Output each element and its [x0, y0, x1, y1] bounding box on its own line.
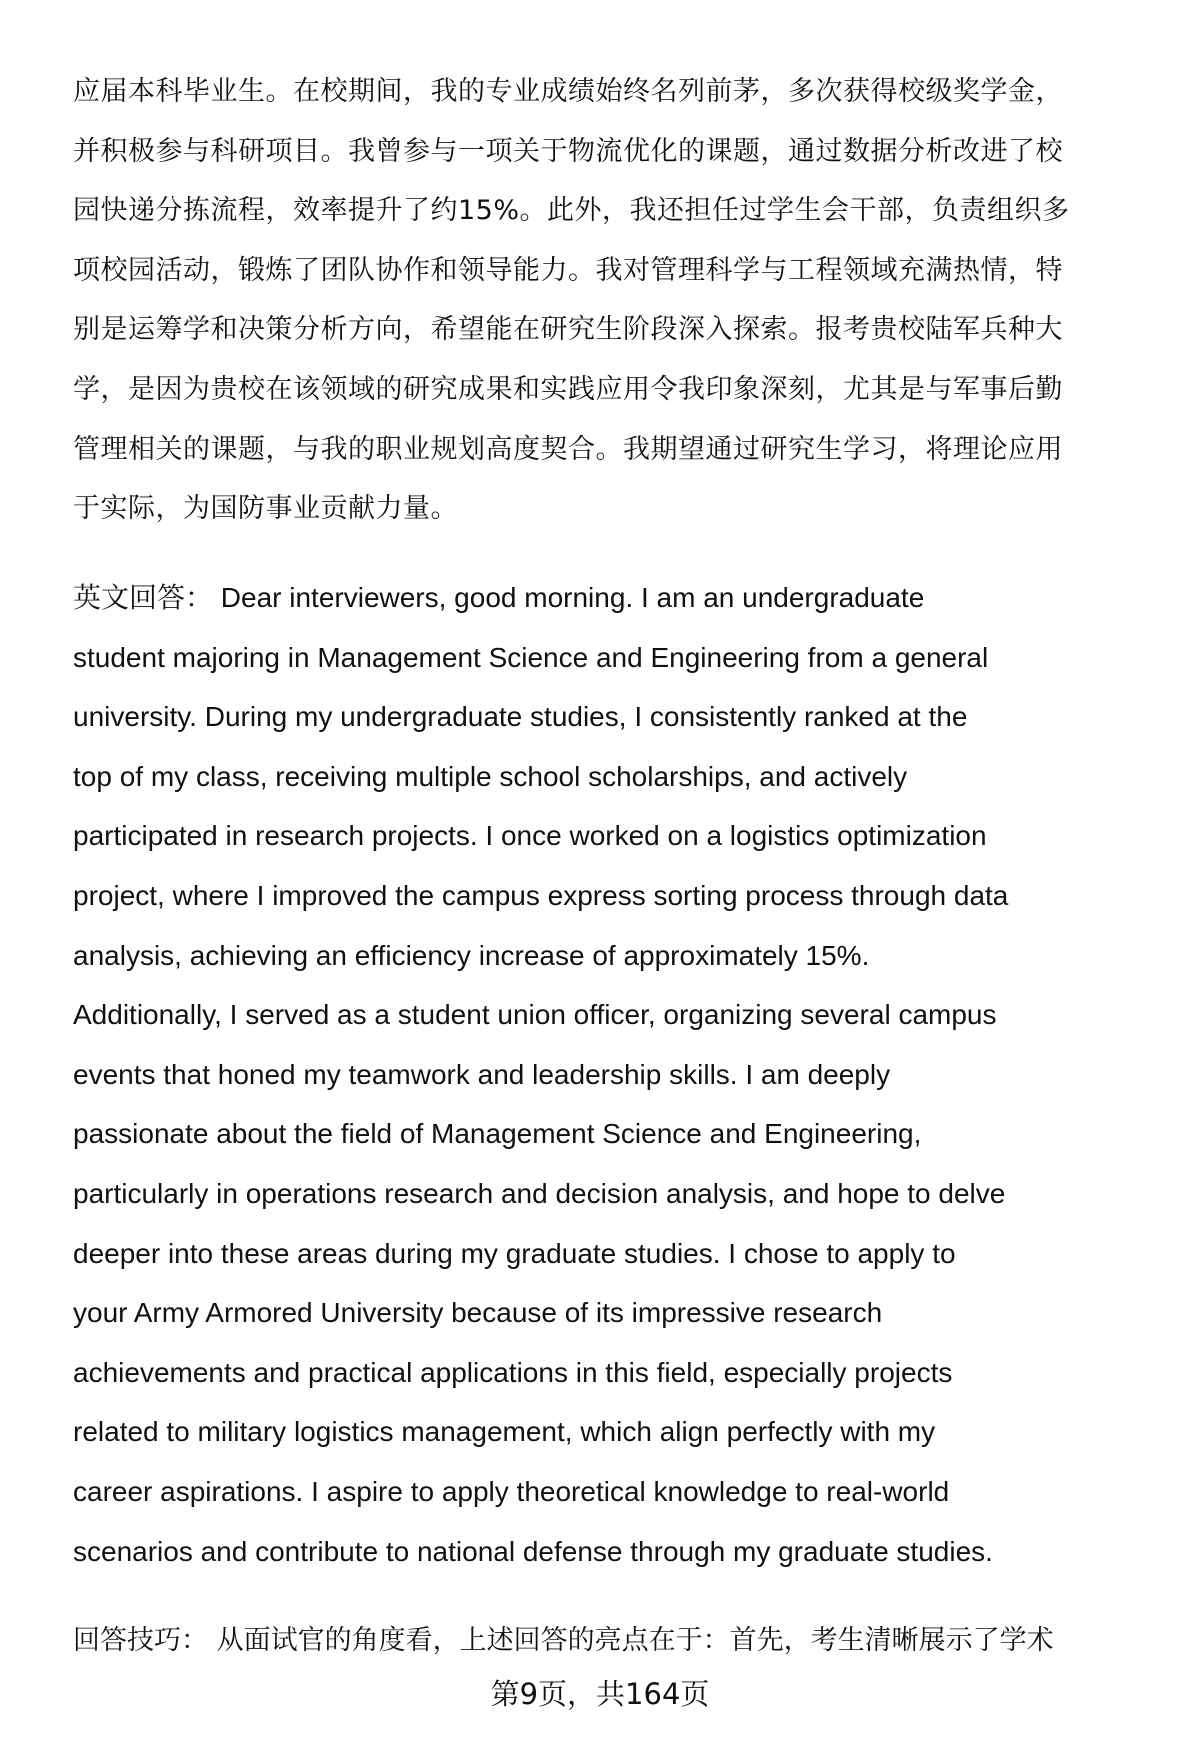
text-line: 项校园活动，锻炼了团队协作和领导能力。我对管理科学与工程领域充满热情，特	[73, 254, 1063, 286]
text-line: top of my class, receiving multiple school scholarships, and actively	[73, 760, 908, 792]
text-line: 管理相关的课题，与我的职业规划高度契合。我期望通过研究生学习，将理论应用	[73, 433, 1063, 465]
text-line: achievements and practical applications in this field, especially projects	[73, 1356, 953, 1388]
answer-tips-paragraph	[73, 1611, 1163, 1671]
text-line: 园快递分拣流程，效率提升了约15%。此外，我还担任过学生会干部，负责组织多	[73, 195, 1070, 227]
text-line: passionate about the field of Management Science and Engineering,	[73, 1118, 922, 1150]
text-line: related to military logistics management, which align perfectly with my	[73, 1416, 936, 1448]
text-line: 别是运筹学和决策分析方向，希望能在研究生阶段深入探索。报考贵校陆军兵种大	[73, 314, 1063, 346]
text-line: scenarios and contribute to national defense through my graduate studies.	[73, 1535, 993, 1567]
text-line: project, where I improved the campus express sorting process through data	[73, 879, 1009, 911]
text-line: 并积极参与科研项目。我曾参与一项关于物流优化的课题，通过数据分析改进了校	[73, 135, 1063, 167]
chinese-answer-paragraph	[73, 62, 1163, 539]
english-answer-paragraph	[73, 568, 1163, 1581]
text-line: particularly in operations research and decision analysis, and hope to delve	[73, 1177, 1006, 1209]
text-line: career aspirations. I aspire to apply theoretical knowledge to real-world	[73, 1475, 950, 1507]
text-line: participated in research projects. I once worked on a logistics optimization	[73, 820, 987, 852]
text-line: 于实际，为国防事业贡献力量。	[73, 493, 458, 525]
text-line: 英文回答： Dear interviewers, good morning. I am an undergraduate	[73, 582, 925, 613]
text-line: student majoring in Management Science and Engineering from a general	[73, 641, 989, 673]
text-line: deeper into these areas during my graduate studies. I chose to apply to	[73, 1237, 956, 1269]
text-line: analysis, achieving an efficiency increase of approximately 15%.	[73, 939, 870, 971]
text-line: events that honed my teamwork and leadership skills. I am deeply	[73, 1058, 891, 1090]
text-line: your Army Armored University because of its impressive research	[73, 1297, 883, 1329]
text-line: Additionally, I served as a student union officer, organizing several campus	[73, 999, 997, 1031]
page-number: 第9页，共164页	[490, 1677, 710, 1711]
text-line: 应届本科毕业生。在校期间，我的专业成绩始终名列前茅，多次获得校级奖学金，	[73, 76, 1063, 107]
text-line: 回答技巧： 从面试官的角度看，上述回答的亮点在于：首先，考生清晰展示了学术	[73, 1625, 1054, 1656]
text-line: university. During my undergraduate studies, I consistently ranked at the	[73, 701, 968, 733]
text-line: 学，是因为贵校在该领域的研究成果和实践应用令我印象深刻，尤其是与军事后勤	[73, 373, 1063, 405]
